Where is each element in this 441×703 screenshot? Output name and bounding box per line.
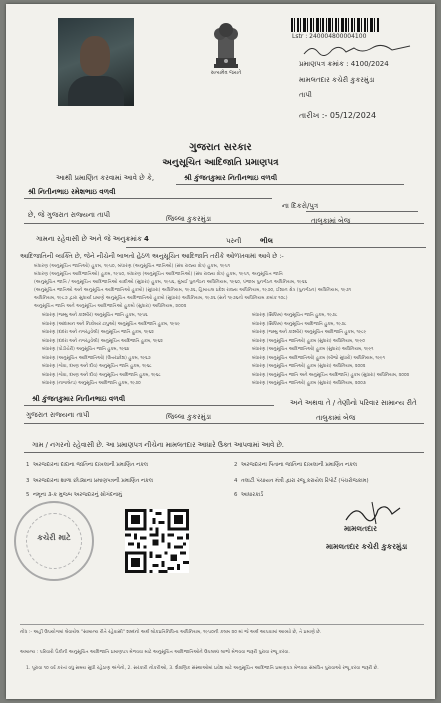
document-3: 3 અરજદારના શાળા છોડ્યાના પ્રમાણપત્રની પ્રમાણિત નકલ [26, 478, 153, 484]
order-item: બંધારણ (દાદરા અને નગરહવેલી) અનુસૂચિત આદિજાતિ હુકમ, ૧૯૬૨ [42, 338, 163, 344]
order-line: (અનુસૂચિત જાતિઓ અને અનુસૂચિત આદિજાતિઓ હુકમો) (સુધારા) અધિનિયમ, ૧૯૭૬, હિમાચલ પ્રદેશ રાજ્ય અધિનિયમ, ૧૯૭૦, ઈશાન ક્ષેત્ર (પુનર્ગઠન) અધિનિયમ, ૧૯૭૧ [34, 288, 352, 293]
order-line: અધિનિયમ, ૧૯૮૭ દ્વારા સુધાર્યા પ્રમાણે અનુસૂચિત આદિજાતિઓ હુકમો (સુધારા) અધિનિયમ, ૧૯૭૬ (સને ૧૯૭૬નો અધિનિયમ ક્રમાંક ૧૦૮) [34, 296, 288, 301]
qr-code [125, 509, 189, 573]
signatory-designation: મામલતદાર [344, 524, 377, 533]
issued-line: ગામ / નગરનો રહેવાસી છે. આ પ્રમાણપત્ર નીચેના મામલતદાર આધારે ઉક્ત આપવામાં આવે છે. [32, 441, 284, 449]
order-item: બંધારણ (સિક્કિમ) અનુસૂચિત જાતિ હુકમ, ૧૯૭૮ [252, 313, 338, 318]
document-4: 4 તલાટી પંચાયત મંત્રી દ્વારા રજૂ કરાયેલ રિપોર્ટ (પંચરોજકામ) [234, 478, 369, 484]
order-item: બંધારણ (જમ્મુ અને કાશ્મીર) અનુસૂચિત જાતિ હુકમ, ૧૯૫૬ [42, 313, 148, 318]
order-item: બંધારણ (અનુસૂચિત જાતિ અને અનુસૂચિત આદિજાતિ) હુકમ (સુધારા) અધિનિયમ, ૨૦૦૨ [252, 372, 410, 378]
document-1: 1 અરજદારના દાદાના જાતિના દાખલાની પ્રમાણિત નકલ [26, 462, 149, 468]
top-signature [302, 42, 412, 60]
residence-taluka: તાલુકામાં બેજ [316, 414, 356, 422]
applicant-name: શ્રી કુંજતકુમાર નિતીનભાઇ વળવી [184, 174, 278, 182]
emblem-caption: સત્યમેવ જયતે [210, 70, 242, 76]
residence-state: ગુજરાત રાજ્યના તાપી [26, 411, 90, 419]
certificate-number: પ્રમાણપત્ર ક્રમાંક : 4100/2024 [299, 60, 389, 68]
footer-note-3: 1. પૂરાવા ૧૦ વર્ષ કરતાં વધુ સમય સુધી રહેઠાણ અંગેનો, 2. સરકારી નોકરીઓ, 3. શૈક્ષણિક સંસ્થાઓમાં પ્રવેશ માટે અનુસૂચિત આદિજાતિ પ્રમાણપત્ર મેળવવા સંબંધિત પુરાવાઓ રજૂ કરવા જરૂરી છે. [26, 666, 379, 671]
issuing-office: મામલતદાર કચેરી કુકરમુંડા [299, 76, 375, 84]
residence-suffix: અને અથવા તે / તેણીનો પરિવાર સામાન્ય રીતે [290, 399, 417, 407]
order-line: બંધારણ (અનુસૂચિત આદિજાતિઓ) હુકમ, ૧૯૫૦, બંધારણ (અનુસૂચિત આદિજાતિઓ) (સંઘ રાજ્ય ક્ષેત્ર) હુકમ, ૧૯૫૧, અનુસૂચિત જાતિ [34, 272, 283, 277]
orders-left-column [42, 312, 222, 389]
order-item: બંધારણ (આંદામાન અને નિકોબાર ટાપુઓ) અનુસૂચિત આદિજાતિ હુકમ, ૧૯૫૯ [42, 321, 180, 327]
order-item: બંધારણ (ગોવા, દમણ અને દીવ) અનુસૂચિત જાતિ હુકમ, ૧૯૬૮ [42, 364, 152, 369]
orders-right-column [252, 312, 427, 389]
certificate-title: અનુસૂચિત આદિજાતિ પ્રમાણપત્ર [162, 158, 279, 168]
order-line: બંધારણ (અનુસૂચિત જાતિઓ) હુકમ, ૧૯૫૦, બંધારણ (અનુસૂચિત જાતિઓ) (સંઘ રાજ્ય ક્ષેત્ર) હુકમ, ૧૯૫૧ [34, 264, 231, 269]
issue-date: તારીખ :- 05/12/2024 [299, 111, 377, 120]
national-emblem-icon [206, 18, 246, 72]
barcode-number: Lstr : 240004800004100 [292, 33, 367, 40]
residence-name: શ્રી કુંજતકુમાર નિતીનભાઇ વળવી [32, 395, 126, 403]
order-line: (અનુસૂચિત જાતિ / અનુસૂચિત આદિજાતિઓ યાદીઓ (સુધારા) હુકમ, ૧૯૫૬, મુંબઈ પુનર્ગઠન અધિનિયમ, ૧૯૬૦, પંજાબ પુનર્ગઠન અધિનિયમ, ૧૯૬૬ [34, 280, 308, 285]
order-paragraph [34, 263, 426, 311]
parent-name: શ્રી નિતીનભાઇ રમેશભાઇ વળવી [28, 188, 116, 196]
signatory-office: મામલતદાર કચેરી કુકરમુંડા [326, 542, 408, 551]
order-item: બંધારણ (અનુસૂચિત જાતિઓ) હુકમ (સુધારા) અધિનિયમ, ૧૯૯૦ [252, 338, 365, 344]
article-line: આદિજાતિની વ્યક્તિ છે, જેને નીચેની બાબતો હેઠળ અનુસૂચિત આદિજાતિ તરીકે ઓળખવામાં આવે છે :- [20, 252, 284, 260]
applicant-photo [58, 18, 134, 106]
order-item: બંધારણ (દાદરા અને નગરહવેલી) અનુસૂચિત જાતિ હુકમ, ૧૯૬૨ [42, 330, 154, 335]
residence-district: જિલ્લા કુકરમુંડા [166, 413, 212, 421]
district-label: જિલ્લા કુકરમુંડા [166, 215, 212, 223]
order-item: બંધારણ (અનુસૂચિત આદિજાતિઓ) (ઉત્તરપ્રદેશ) હુકમ, ૧૯૬૭ [42, 355, 151, 361]
taluka-label: તાલુકામાં બેજ [311, 217, 351, 225]
government-title: ગુજરાત સરકાર [189, 142, 252, 153]
order-item: બંધારણ (જમ્મુ અને કાશ્મીર) અનુસૂચિત આદિજાતિ હુકમ, ૧૯૮૯ [252, 330, 367, 335]
tribe-name: ભીલ [260, 237, 273, 245]
certificate-page [6, 4, 435, 699]
order-item: બંધારણ (નાગાલેન્ડ) અનુસૂચિત આદિજાતિ હુકમ, ૧૯૭૦ [42, 381, 141, 386]
relation-suffix: ના દિકરો/પુત્ર [282, 202, 319, 210]
tribe-prefix: પરની [226, 237, 242, 245]
footer-note-2: અમાન્ય : પરિવારો પૈકીની અનુસૂચિત આદિજાતિ પ્રમાણપત્ર મેળવવા માટે અનુસૂચિત આદિજાતિઓને ઉપલબ્ધ લાભો મેળવવા જરૂરી પુરાવા રજૂ કરવા. [20, 650, 290, 655]
order-item: બંધારણ (અનુસૂચિત જાતિઓ) હુકમ (સુધારા) અધિનિયમ, ૨૦૦૨ [252, 364, 366, 369]
seal-text: કચેરી માટે [37, 533, 71, 542]
state-label: છે, જે ગુજરાત રાજ્યના તાપી [28, 211, 111, 219]
footer-note-1: નોંધ :- અહીં ઉપયોગમાં લેવાયેલ "સામાન્ય રીતે રહેવાસી" શબ્દનો અર્થ લોકપ્રતિનિધિત્વ અધિનિયમ, ૧૯૫૦ની કલમ ૨૦ માં જે અર્થ આપવામાં આવ્યો છે, તે પ્રમાણે છે. [20, 630, 322, 635]
serial-number: 4 [144, 235, 149, 243]
document-2: 2 અરજદારના પિતાના જાતિના દાખલાની પ્રમાણિત નકલ [234, 462, 357, 468]
document-5: 5 નમૂના ૩-ક મુજબ અરજદારનું સોગંદનામું [26, 492, 122, 498]
village-prefix: ગામના રહેવાસી છે અને જે અનુક્રમાંક [36, 235, 142, 243]
certify-prefix: આથી પ્રમાણિત કરવામાં આવે છે કે, [56, 174, 155, 182]
order-item: બંધારણ (અનુસૂચિત જાતિઓ) હુકમ (સુધારા) અધિનિયમ, ૨૦૦૩ [252, 381, 366, 386]
order-item: બંધારણ (અનુસૂચિત આદિજાતિઓ) હુકમ (બીજો સુધારો) અધિનિયમ, ૧૯૯૧ [252, 355, 385, 361]
barcode [291, 18, 381, 32]
document-6: 6 આધારકાર્ડ [234, 492, 264, 498]
district-name: તાપી [299, 91, 312, 99]
order-line: અનુસૂચિત જાતિ અને અનુસૂચિત આદિજાતિઓ હુકમો (સુધારા) અધિનિયમ, ૨૦૦૨ [34, 304, 187, 309]
office-seal [14, 501, 94, 581]
order-item: બંધારણ (ગોવા, દમણ અને દીવ) અનુસૂચિત આદિજાતિ હુકમ, ૧૯૬૮ [42, 372, 161, 378]
order-item: બંધારણ (સિક્કિમ) અનુસૂચિત આદિજાતિ હુકમ, ૧૯૭૮ [252, 321, 347, 327]
order-item: બંધારણ (પોંડીચેરી) અનુસૂચિત જાતિ હુકમ, ૧૯૬૪ [42, 347, 130, 352]
order-item: બંધારણ (અનુસૂચિત આદિજાતિઓ) હુકમ (સુધારા) અધિનિયમ, ૧૯૯૧ [252, 347, 374, 352]
